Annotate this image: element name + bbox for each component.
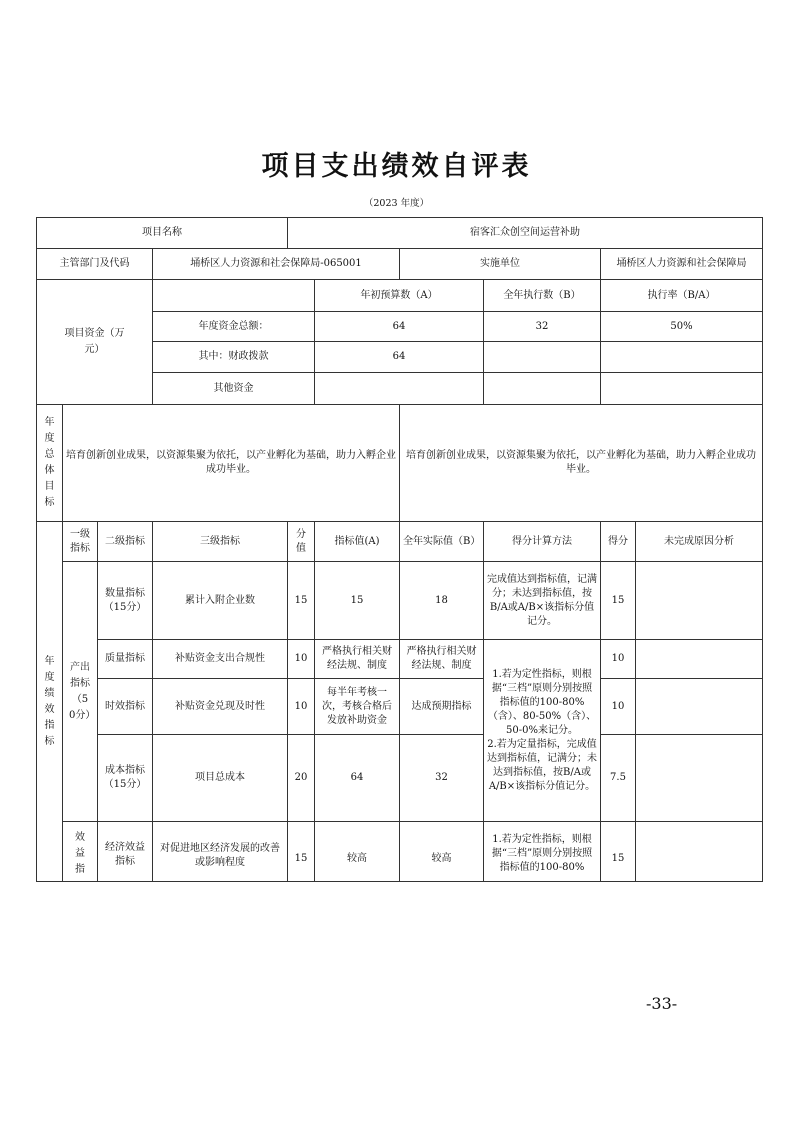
annual-goal-label <box>37 405 63 522</box>
perf-row-score: 10 <box>601 640 636 679</box>
perf-row-actual: 18 <box>400 562 484 640</box>
perf-row-actual: 达成预期指标 <box>400 679 484 735</box>
perf-header-method: 得分计算方法 <box>484 522 601 562</box>
perf-row-l3: 累计入附企业数 <box>153 562 288 640</box>
funds-row-exec <box>484 342 601 373</box>
perf-row-score: 15 <box>601 822 636 882</box>
funds-col-exec: 全年执行数（B） <box>484 280 601 312</box>
perf-row-actual: 32 <box>400 735 484 822</box>
perf-row-l3: 补贴资金支出合规性 <box>153 640 288 679</box>
annual-goal-label-text: 年度总体目标 <box>44 417 55 508</box>
perf-row-target: 64 <box>315 735 400 822</box>
perf-row-score: 15 <box>601 562 636 640</box>
page-number: -33- <box>646 994 678 1013</box>
perf-header-target: 指标值(A) <box>315 522 400 562</box>
perf-row-l2: 质量指标 <box>98 640 153 679</box>
perf-row <box>37 640 763 679</box>
funds-row-rate: 50% <box>601 312 763 342</box>
document-title: 项目支出绩效自评表 <box>261 151 532 182</box>
funds-col-budget: 年初预算数（A） <box>315 280 484 312</box>
funds-row-rate <box>601 373 763 405</box>
annual-goal-planned: 培育创新创业成果，以资源集聚为依托，以产业孵化为基础，助力入孵企业成功毕业。 <box>63 405 400 522</box>
perf-header-actual: 全年实际值（B） <box>400 522 484 562</box>
department-row <box>37 249 763 280</box>
perf-row-value: 15 <box>288 822 315 882</box>
funds-row-label: 其中：财政拨款 <box>153 342 315 373</box>
perf-row-l2 <box>98 822 153 882</box>
department-value: 埇桥区人力资源和社会保障局-065001 <box>153 249 400 280</box>
perf-row-value: 15 <box>288 562 315 640</box>
perf-output-group <box>63 562 98 822</box>
perf-row-reason <box>636 735 763 822</box>
perf-row-reason <box>636 679 763 735</box>
perf-row <box>37 679 763 735</box>
perf-row-value: 10 <box>288 640 315 679</box>
perf-method-shared: 1.若为定性指标，则根据“三档”原则分别按照指标值的100-80%（含）、80-50%（含）、50-0%来记分。 2.若为定量指标，完成值达到指标值，记满分；未达到指标值，按B/A或A/B×该指标分值记分。 <box>484 640 601 822</box>
perf-row-score: 10 <box>601 679 636 735</box>
funds-header-blank <box>153 280 315 312</box>
funds-header-row <box>37 280 763 312</box>
document-year: （2023 年度） <box>363 198 430 209</box>
funds-row-label: 年度资金总额： <box>153 312 315 342</box>
implementing-unit-value: 埇桥区人力资源和社会保障局 <box>601 249 763 280</box>
perf-row-l2: 成本指标（15分） <box>98 735 153 822</box>
perf-row-actual: 较高 <box>400 822 484 882</box>
perf-row-value: 20 <box>288 735 315 822</box>
funds-row-rate <box>601 342 763 373</box>
perf-method-benefit: 1.若为定性指标，则根据“三档”原则分别按照指标值的100-80% <box>484 822 601 882</box>
perf-row <box>37 822 763 882</box>
funds-col-rate: 执行率（B/A） <box>601 280 763 312</box>
perf-row-l2: 数量指标（15分） <box>98 562 153 640</box>
project-name-label: 项目名称 <box>37 218 288 249</box>
annual-goal-row <box>37 405 763 522</box>
perf-benefit-group-text: 效益指 <box>75 831 85 875</box>
department-label: 主管部门及代码 <box>37 249 153 280</box>
perf-header-l3: 三级指标 <box>153 522 288 562</box>
perf-row-l2-text: 经济效益指标 <box>105 841 145 867</box>
perf-row-actual: 严格执行相关财经法规、制度 <box>400 640 484 679</box>
evaluation-table <box>36 217 762 875</box>
perf-row <box>37 735 763 822</box>
perf-row-target: 每半年考核一次，考核合格后发放补助资金 <box>315 679 400 735</box>
perf-header-reason: 未完成原因分析 <box>636 522 763 562</box>
funds-row-budget <box>315 373 484 405</box>
perf-section-label-text: 年度绩效指标 <box>44 655 55 747</box>
perf-output-group-text: 产出指标（50分） <box>69 661 96 721</box>
perf-section-label <box>37 522 63 882</box>
perf-row-reason <box>636 640 763 679</box>
perf-row-target: 较高 <box>315 822 400 882</box>
funds-row-exec <box>484 373 601 405</box>
perf-row-value: 10 <box>288 679 315 735</box>
perf-header-score-value <box>288 522 315 562</box>
perf-row-l3: 项目总成本 <box>153 735 288 822</box>
funds-label <box>37 280 153 405</box>
perf-row-reason <box>636 562 763 640</box>
perf-header-row <box>37 522 763 562</box>
project-name-row <box>37 218 763 249</box>
funds-row-budget: 64 <box>315 312 484 342</box>
implementing-unit-label: 实施单位 <box>400 249 601 280</box>
perf-header-l1 <box>63 522 98 562</box>
funds-row-label: 其他资金 <box>153 373 315 405</box>
perf-header-score-value-text: 分值 <box>296 528 306 554</box>
funds-row-exec: 32 <box>484 312 601 342</box>
perf-row-reason <box>636 822 763 882</box>
perf-row <box>37 562 763 640</box>
perf-row-score: 7.5 <box>601 735 636 822</box>
perf-row-l3: 补贴资金兑现及时性 <box>153 679 288 735</box>
perf-method-qty: 完成值达到指标值，记满分；未达到指标值，按B/A或A/B×该指标分值记分。 <box>484 562 601 640</box>
perf-header-l2: 二级指标 <box>98 522 153 562</box>
perf-row-target: 15 <box>315 562 400 640</box>
perf-row-l2: 时效指标 <box>98 679 153 735</box>
perf-row-l3: 对促进地区经济发展的改善或影响程度 <box>153 822 288 882</box>
funds-label-text: 项目资金（万元） <box>64 328 125 355</box>
perf-header-l1-text: 一级指标 <box>70 528 90 554</box>
perf-header-score: 得分 <box>601 522 636 562</box>
annual-goal-actual: 培育创新创业成果，以资源集聚为依托，以产业孵化为基础，助力入孵企业成功毕业。 <box>400 405 763 522</box>
perf-benefit-group <box>63 822 98 882</box>
funds-row-budget: 64 <box>315 342 484 373</box>
project-name-value: 宿客汇众创空间运营补助 <box>288 218 763 249</box>
perf-row-target: 严格执行相关财经法规、制度 <box>315 640 400 679</box>
